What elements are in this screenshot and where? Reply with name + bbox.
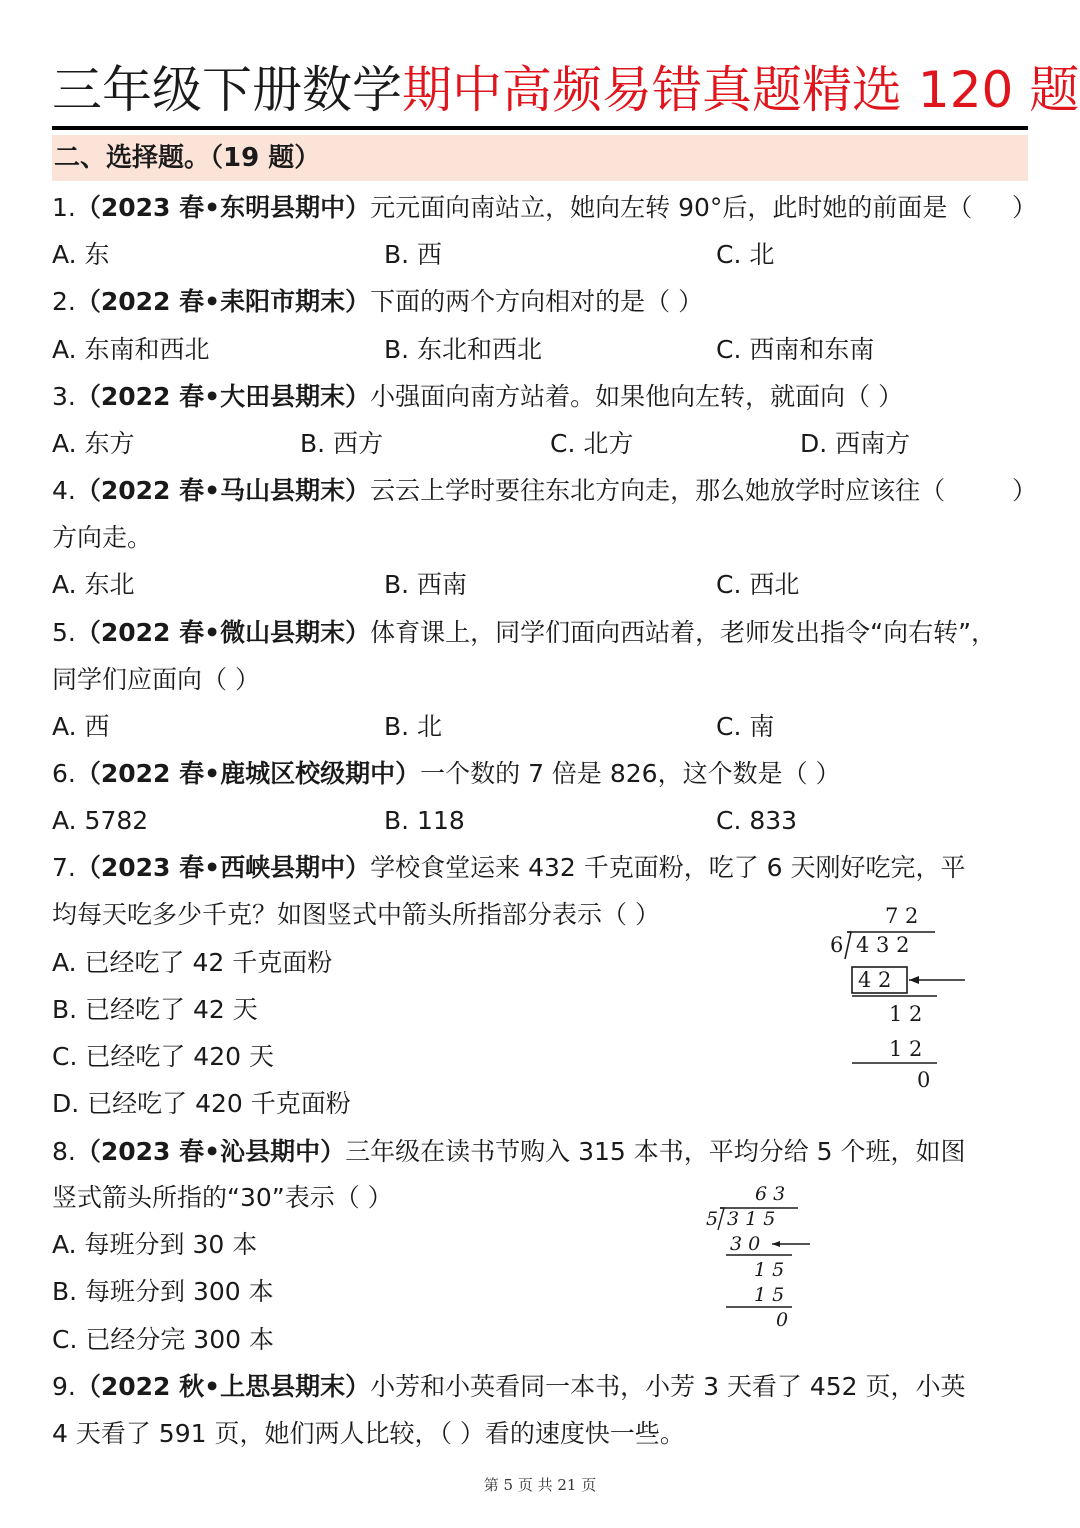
- question-source: （2022 秋•上思县期末）: [75, 1372, 371, 1401]
- question-text: 云云上学时要往东北方向走，那么她放学时应该往（: [370, 476, 946, 505]
- question-text: 下面的两个方向相对的是（ ）: [370, 287, 704, 316]
- option-a: A. 东: [52, 240, 110, 269]
- remainder-2: 0: [776, 1309, 789, 1330]
- question-8: [52, 1134, 966, 1170]
- option-d: D. 已经吃了 420 千克面粉: [52, 1089, 351, 1118]
- question-number: 5.: [52, 618, 76, 647]
- question-source: （2022 春•耒阳市期末）: [75, 287, 371, 316]
- question-source: （2023 春•沁县期中）: [75, 1137, 346, 1166]
- question-number: 2.: [52, 287, 76, 316]
- option-a: A. 5782: [52, 806, 149, 835]
- section-title: 二、选择题。（19 题）: [54, 143, 321, 173]
- quotient: 7 2: [885, 904, 919, 928]
- divisor: 6: [830, 933, 844, 957]
- option-a: A. 已经吃了 42 千克面粉: [52, 948, 333, 977]
- question-text: 学校食堂运来 432 千克面粉，吃了 6 天刚好吃完，平: [370, 853, 966, 882]
- option-b: B. 西南: [384, 570, 468, 599]
- option-c: C. 南: [716, 712, 775, 741]
- long-division-figure-q8: [700, 1180, 820, 1330]
- question-source: （2022 春•微山县期末）: [75, 618, 371, 647]
- question-9: [52, 1369, 966, 1405]
- title-rule: [52, 126, 1028, 130]
- question-source: （2022 春•马山县期末）: [75, 476, 371, 505]
- question-text: 小芳和小英看同一本书，小芳 3 天看了 452 页，小英: [370, 1372, 966, 1401]
- question-4: [52, 473, 945, 509]
- remainder-1: 1 2: [889, 1002, 923, 1026]
- option-b: B. 已经吃了 42 天: [52, 995, 258, 1024]
- option-b: B. 每班分到 300 本: [52, 1277, 274, 1306]
- question-text-cont: 均每天吃多少千克？如图竖式中箭头所指部分表示（ ）: [52, 900, 660, 929]
- title-black: 三年级下册数学: [52, 61, 402, 119]
- option-b: B. 东北和西北: [384, 335, 543, 364]
- quotient: 6 3: [755, 1183, 786, 1205]
- question-number: 6.: [52, 759, 76, 788]
- remainder-1: 1 5: [754, 1259, 785, 1281]
- question-source: （2022 春•鹿城区校级期中）: [75, 759, 421, 788]
- option-c: C. 833: [716, 806, 798, 835]
- option-a: A. 每班分到 30 本: [52, 1230, 258, 1259]
- question-text-cont: 同学们应面向（ ）: [52, 665, 260, 694]
- option-a: A. 东南和西北: [52, 335, 210, 364]
- question-number: 4.: [52, 476, 76, 505]
- question-7: [52, 850, 966, 886]
- question-6: [52, 756, 841, 792]
- question-number: 1.: [52, 193, 76, 222]
- question-text: 一个数的 7 倍是 826，这个数是（ ）: [420, 759, 841, 788]
- question-text: 三年级在读书节购入 315 本书，平均分给 5 个班，如图: [345, 1137, 966, 1166]
- answer-paren-close: ）: [1012, 193, 1038, 222]
- question-number: 8.: [52, 1137, 76, 1166]
- page-footer: 第 5 页 共 21 页: [483, 1476, 597, 1494]
- section-header: [52, 135, 1028, 181]
- option-b: B. 西: [384, 240, 443, 269]
- question-number: 3.: [52, 382, 76, 411]
- long-division-figure-q7: [825, 895, 975, 1095]
- question-text-cont: 方向走。: [52, 523, 153, 552]
- divisor: 5: [706, 1208, 719, 1230]
- question-source: （2023 春•西峡县期中）: [75, 853, 371, 882]
- option-a: A. 东方: [52, 429, 135, 458]
- option-c: C. 西北: [716, 570, 800, 599]
- partial-product-1: 3 0: [730, 1233, 761, 1255]
- dividend: 4 3 2: [856, 933, 910, 957]
- partial-product-2: 1 5: [754, 1284, 785, 1306]
- partial-product-2: 1 2: [889, 1037, 923, 1061]
- remainder-2: 0: [917, 1068, 931, 1092]
- question-source: （2023 春•东明县期中）: [75, 193, 371, 222]
- question-text: 小强面向南方站着。如果他向左转，就面向（ ）: [370, 382, 904, 411]
- question-1: [52, 190, 972, 226]
- question-2: [52, 284, 703, 320]
- question-number: 7.: [52, 853, 76, 882]
- option-b: B. 西方: [300, 429, 384, 458]
- option-c: C. 西南和东南: [716, 335, 875, 364]
- option-d: D. 西南方: [800, 429, 911, 458]
- answer-paren-close: ）: [1012, 476, 1038, 505]
- question-source: （2022 春•大田县期末）: [75, 382, 371, 411]
- question-text-cont: 4 天看了 591 页，她们两人比较，（ ）看的速度快一些。: [52, 1419, 685, 1448]
- question-text: 元元面向南站立，她向左转 90°后，此时她的前面是（: [370, 193, 973, 222]
- option-a: A. 东北: [52, 570, 135, 599]
- title-red: 期中高频易错真题精选 120 题: [402, 61, 1080, 119]
- partial-product-1: 4 2: [858, 968, 892, 992]
- page-title: [52, 52, 1080, 128]
- dividend: 3 1 5: [727, 1208, 776, 1230]
- option-c: C. 北方: [550, 429, 634, 458]
- option-b: B. 118: [384, 806, 465, 835]
- question-number: 9.: [52, 1372, 76, 1401]
- option-c: C. 已经分完 300 本: [52, 1325, 274, 1354]
- question-text-cont: 竖式箭头所指的“30”表示（ ）: [52, 1183, 393, 1212]
- option-c: C. 已经吃了 420 天: [52, 1042, 274, 1071]
- option-c: C. 北: [716, 240, 775, 269]
- option-a: A. 西: [52, 712, 110, 741]
- option-b: B. 北: [384, 712, 443, 741]
- question-3: [52, 379, 903, 415]
- question-5: [52, 615, 996, 651]
- question-text: 体育课上，同学们面向西站着，老师发出指令“向右转”，: [370, 618, 997, 647]
